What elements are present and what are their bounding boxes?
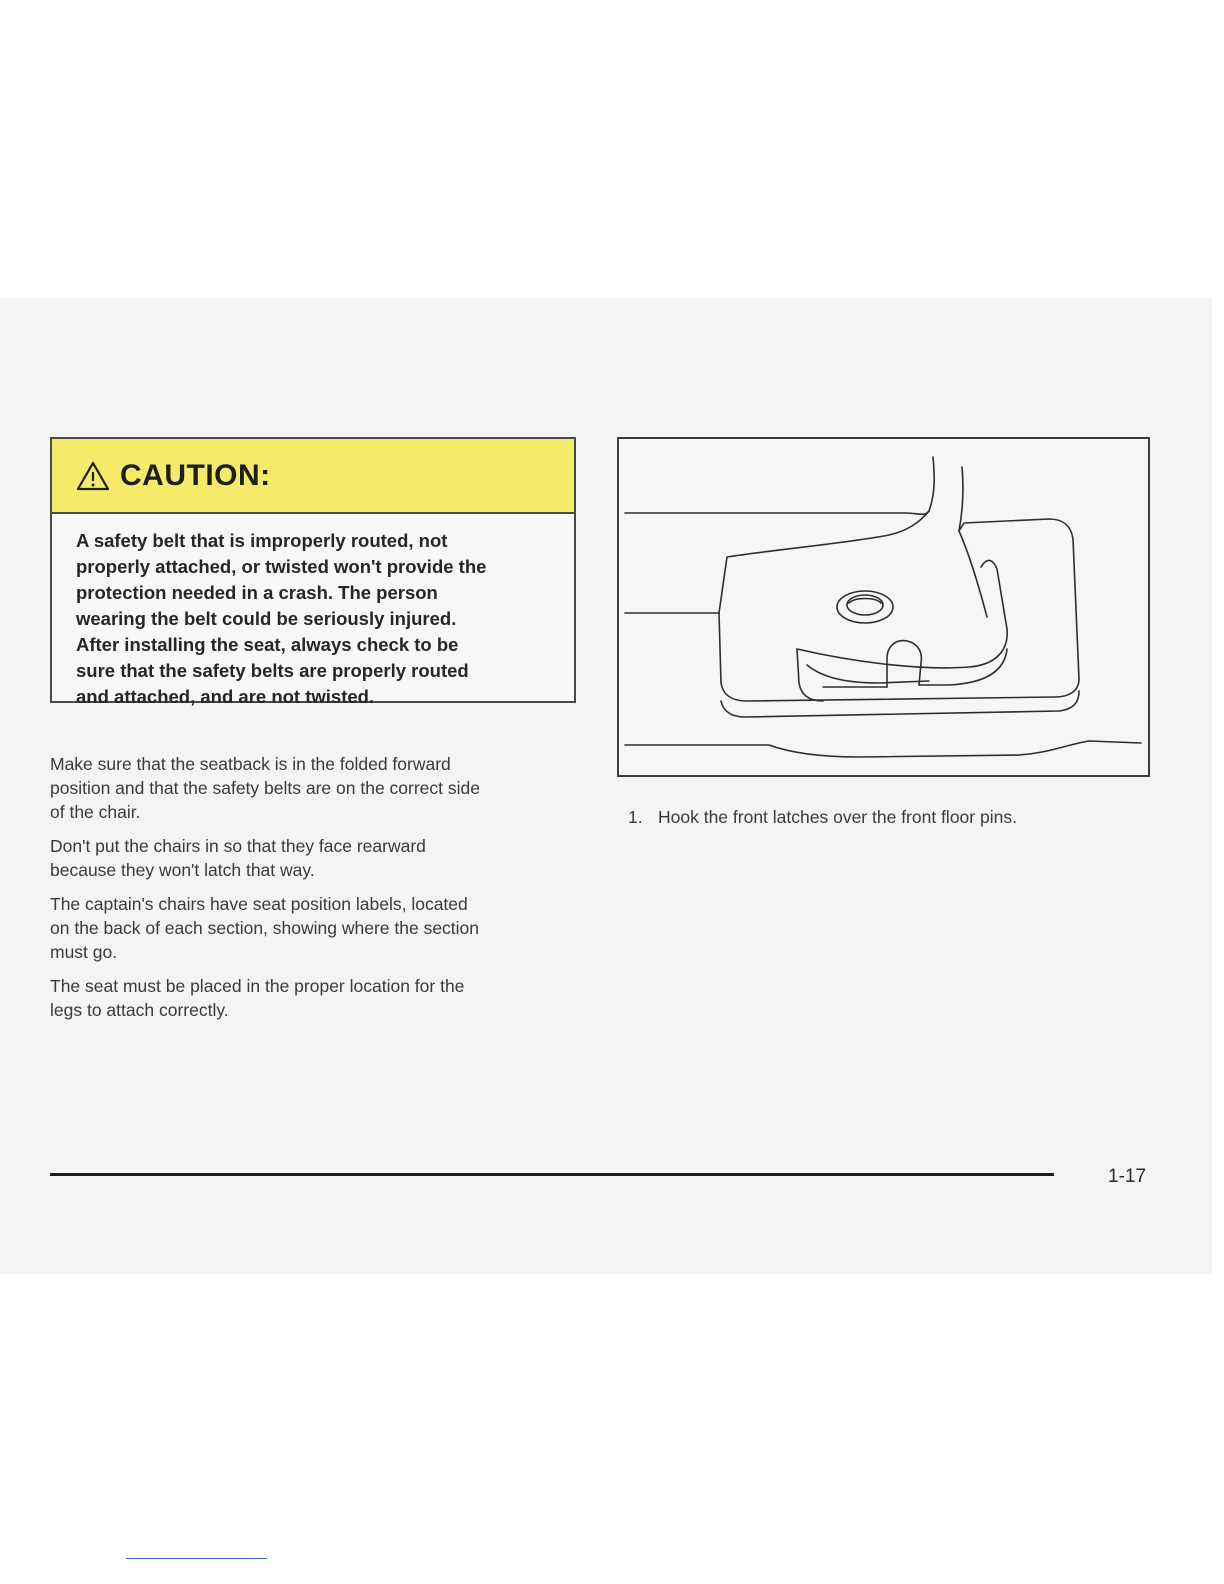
step-text: Hook the front latches over the front floor pins.	[658, 807, 1017, 827]
footer-divider	[50, 1173, 1054, 1176]
page-number: 1-17	[1108, 1166, 1147, 1187]
paragraph: The seat must be placed in the proper location for the legs to attach correctly.	[50, 976, 465, 1020]
seat-latch-drawing	[619, 439, 1148, 775]
paragraph: The captain's chairs have seat position labels, located on the back of each section, showing where the section must go.	[50, 894, 480, 962]
caution-title: CAUTION:	[120, 458, 271, 492]
body-text	[50, 752, 585, 1032]
step-item	[628, 805, 1148, 829]
link-underline	[126, 1558, 267, 1559]
caution-header	[52, 439, 574, 514]
paragraph: Don't put the chairs in so that they face rearward because they won't latch that way.	[50, 836, 426, 880]
step-number: 1.	[628, 807, 643, 827]
paragraph: Make sure that the seatback is in the folded forward position and that the safety belts are on the correct side of the chair.	[50, 754, 480, 822]
seat-latch-illustration	[617, 437, 1150, 777]
caution-box	[50, 437, 576, 707]
caution-text: A safety belt that is improperly routed, not properly attached, or twisted won't provide the protection needed in a crash. The person wearing the belt could be seriously injured. After installing the seat, always check to be sure that the safety belts are properly routed and attached, and are not twisted.	[76, 530, 487, 707]
warning-triangle-icon	[76, 461, 110, 491]
